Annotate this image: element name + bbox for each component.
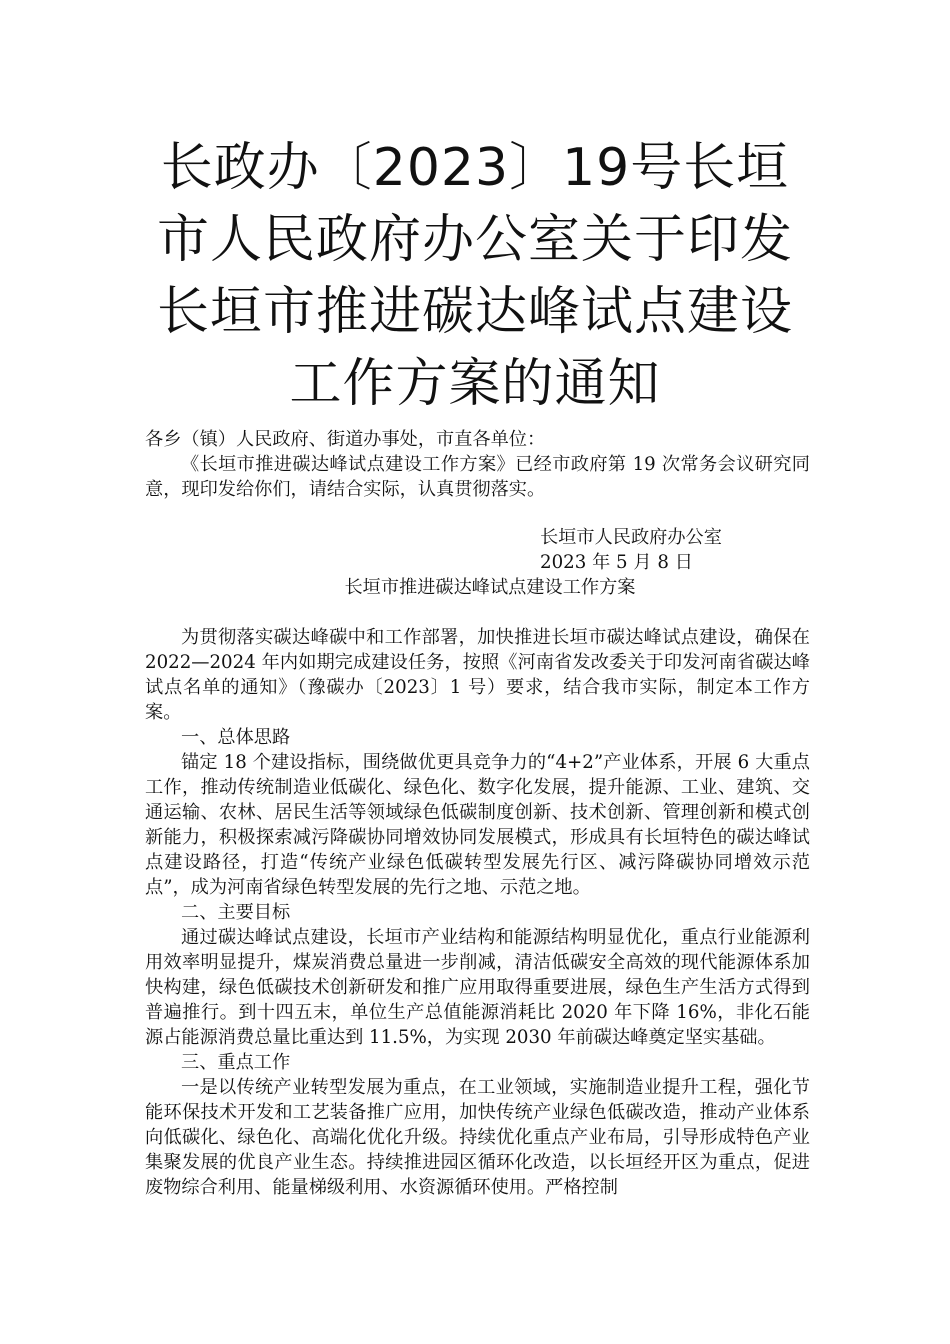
signature-org: 长垣市人民政府办公室 <box>540 527 722 548</box>
section-heading-main-goals: 二、主要目标 <box>181 902 291 923</box>
salutation: 各乡（镇）人民政府、街道办事处，市直各单位： <box>145 429 546 450</box>
section-heading-key-tasks: 三、重点工作 <box>181 1052 291 1073</box>
section-heading-general-approach: 一、总体思路 <box>181 727 291 748</box>
paragraph-preamble: 为贯彻落实碳达峰碳中和工作部署，加快推进长垣市碳达峰试点建设，确保在 2022—2024 年内如期完成建设任务，按照《河南省发改委关于印发河南省碳达峰试点名单的通知》（豫碳办〔2023〕1 号）要求，结合我市实际，制定本工作方案。 <box>145 627 810 723</box>
signature-date: 2023 年 5 月 8 日 <box>540 552 693 573</box>
paragraph-main-goals: 通过碳达峰试点建设，长垣市产业结构和能源结构明显优化，重点行业能源利用效率明显提升，煤炭消费总量进一步削减，清洁低碳安全高效的现代能源体系加快构建，绿色低碳技术创新研发和推广应用取得重要进展，绿色生产生活方式得到普遍推行。到十四五末，单位生产总值能源消耗比 2020 年下降 16%，非化石能源占能源消费总量比重达到 11.5%，为实现 2030 年前碳达峰奠定坚实基础。 <box>145 927 810 1048</box>
intro-paragraph: 《长垣市推进碳达峰试点建设工作方案》已经市政府第 19 次常务会议研究同意，现印发给你们，请结合实际，认真贯彻落实。 <box>145 454 810 500</box>
paragraph-key-task-one: 一是以传统产业转型发展为重点，在工业领域，实施制造业提升工程，强化节能环保技术开发和工艺装备推广应用，加快传统产业绿色低碳改造，推动产业体系向低碳化、绿色化、高端化优化升级。持续优化重点产业布局，引导形成特色产业集聚发展的优良产业生态。持续推进园区循环化改造，以长垣经开区为重点，促进废物综合利用、能量梯级利用、水资源循环使用。严格控制 <box>145 1077 810 1198</box>
plan-title: 长垣市推进碳达峰试点建设工作方案 <box>344 577 636 598</box>
document-title: 长政办〔2023〕19号长垣市人民政府办公室关于印发长垣市推进碳达峰试点建设工作方案的通知 <box>156 138 793 414</box>
plan-content <box>145 625 810 1200</box>
paragraph-general-approach: 锚定 18 个建设指标，围绕做优更具竞争力的“4+2”产业体系，开展 6 大重点工作，推动传统制造业低碳化、绿色化、数字化发展，提升能源、工业、建筑、交通运输、农林、居民生活等领域绿色低碳制度创新、技术创新、管理创新和模式创新能力，积极探索减污降碳协同增效协同发展模式，形成具有长垣特色的碳达峰试点建设路径，打造“传统产业绿色低碳转型发展先行区、减污降碳协同增效示范点”，成为河南省绿色转型发展的先行之地、示范之地。 <box>145 752 810 898</box>
